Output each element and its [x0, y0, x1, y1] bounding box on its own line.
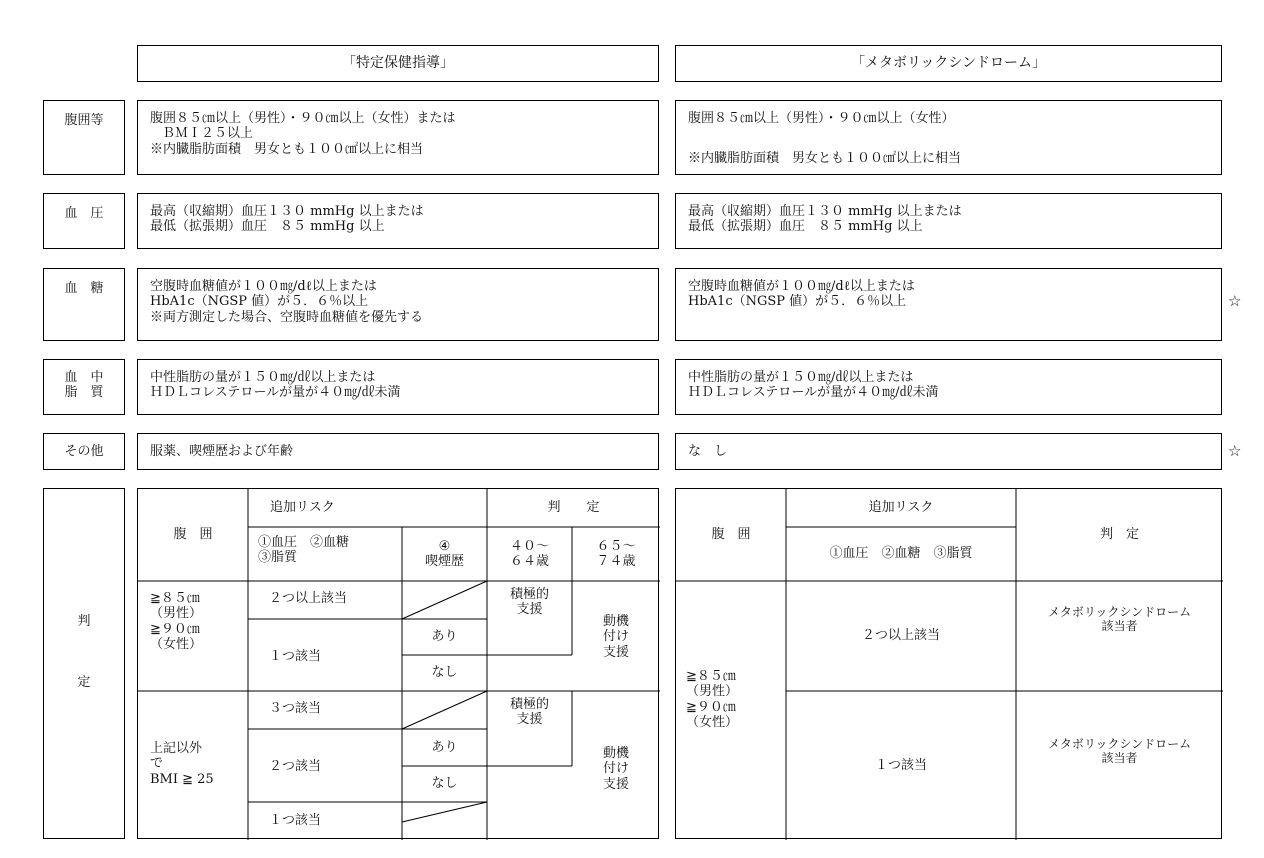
risk-header: 追加リスク [270, 500, 335, 516]
sugar-criteria-right [675, 268, 1222, 341]
judge-header: 判 定 [547, 500, 600, 516]
sugar-criteria-left [137, 268, 659, 341]
criteria-line: ※内臓脂肪面積 男女とも１００㎠以上に相当 [688, 151, 962, 167]
risk-two: ２つ該当 [269, 759, 322, 774]
label-blood-lipid [43, 359, 125, 415]
risk-sub-header: ①血圧 ②血糖 ③脂質 [258, 535, 350, 566]
label-waist-text: 腹囲等 [64, 113, 104, 128]
smoking-header: ④ 喫煙歴 [424, 538, 464, 569]
label-other [43, 433, 125, 470]
waist-header: 腹 囲 [711, 527, 751, 543]
criteria-line: ※両方測定した場合、空腹時血糖値を優先する [150, 309, 424, 325]
other-condition: 上記以外 で BMI ≧ 25 [150, 741, 214, 787]
criteria-line: 空腹時血糖値が１００㎎/dℓ以上または [688, 279, 915, 294]
criteria-line [688, 126, 1209, 141]
metabolic-result: メタボリックシンドローム 該当者 [1047, 736, 1192, 765]
criteria-line: 腹囲８５㎝以上（男性）・９０㎝以上（女性）または [150, 111, 456, 126]
smoking-yes: あり [431, 739, 458, 755]
lipid-criteria-right [675, 359, 1222, 415]
label-waist [43, 100, 125, 175]
waist-condition: ≧８５㎝ （男性） ≧９０㎝ （女性） [150, 591, 203, 652]
metabolic-judgment-table [675, 488, 1222, 839]
label-bp-text: 血 圧 [64, 206, 104, 221]
criteria-line: 腹囲８５㎝以上（男性）・９０㎝以上（女性） [688, 111, 955, 126]
judge-header: 判 定 [1099, 527, 1139, 543]
bp-criteria-left [137, 193, 659, 249]
tokutei-judgment-table [137, 488, 659, 839]
criteria-line: 最高（収縮期）血圧１３０ mmHg 以上または [150, 204, 424, 219]
risk-two-or-more: ２つ以上該当 [269, 591, 348, 606]
risk-one-b: １つ該当 [269, 813, 322, 828]
criteria-line: 服薬、喫煙歴および年齢 [150, 444, 294, 459]
waist-criteria-right [675, 100, 1222, 175]
motivational-support: 動機 付け 支援 [602, 746, 629, 792]
criteria-line: HbA1c（NGSP 値）が５．６％以上 [688, 294, 907, 310]
criteria-line: 中性脂肪の量が１５０㎎/㎗以上または [150, 370, 376, 385]
label-blood-pressure [43, 193, 125, 249]
metabolic-result: メタボリックシンドローム 該当者 [1047, 604, 1192, 633]
active-support: 積極的 支援 [509, 587, 549, 618]
criteria-line: ＨＤＬコレステロールが量が４０㎎/㎗未満 [688, 385, 939, 401]
criteria-line: 最高（収縮期）血圧１３０ mmHg 以上または [688, 204, 962, 219]
age-65-74-header: ６５～ ７４歳 [596, 538, 636, 569]
other-criteria-left [137, 433, 659, 470]
label-judgment [43, 488, 125, 839]
header-left-text: 「特定保健指導」 [342, 55, 454, 72]
risk-three: ３つ該当 [269, 701, 322, 716]
risk-two-or-more: ２つ以上該当 [861, 628, 940, 644]
header-right-text: 「メタボリックシンドローム」 [850, 55, 1047, 72]
criteria-line: 空腹時血糖値が１００㎎/dℓ以上または [150, 279, 377, 294]
criteria-line: 中性脂肪の量が１５０㎎/㎗以上または [688, 370, 914, 385]
star-mark: ☆ [1228, 292, 1242, 310]
header-metabolic [675, 45, 1222, 82]
smoking-yes: あり [431, 629, 458, 645]
waist-condition: ≧８５㎝ （男性） ≧９０㎝ （女性） [686, 669, 739, 730]
lipid-criteria-left [137, 359, 659, 415]
label-other-text: その他 [64, 444, 104, 459]
smoking-no: なし [431, 776, 458, 792]
waist-criteria-left [137, 100, 659, 175]
bp-criteria-right [675, 193, 1222, 249]
smoking-no: なし [431, 665, 458, 681]
header-tokutei-hoken [137, 45, 659, 82]
waist-header: 腹 囲 [173, 527, 213, 543]
star-mark: ☆ [1228, 442, 1242, 460]
criteria-line: ＢＭＩ２５以上 [162, 126, 254, 142]
label-lipid-text: 血 中 脂 質 [64, 370, 104, 401]
motivational-support: 動機 付け 支援 [602, 614, 629, 660]
active-support: 積極的 支援 [509, 697, 549, 728]
risk-one: １つ該当 [269, 649, 322, 664]
criteria-line: 最低（拡張期）血圧 ８５ mmHg 以上 [150, 219, 385, 235]
criteria-line: HbA1c（NGSP 値）が５．６％以上 [150, 294, 369, 310]
label-sugar-text: 血 糖 [64, 281, 104, 296]
label-blood-sugar [43, 268, 125, 341]
criteria-line: ＨＤＬコレステロールが量が４０㎎/㎗未満 [150, 385, 401, 401]
risk-sub-header: ①血圧 ②血糖 ③脂質 [829, 546, 973, 562]
criteria-line: な し [688, 444, 728, 459]
other-criteria-right [675, 433, 1222, 470]
criteria-line: ※内臓脂肪面積 男女とも１００㎠以上に相当 [150, 141, 424, 157]
risk-one: １つ該当 [874, 757, 927, 773]
age-40-64-header: ４０～ ６４歳 [509, 538, 549, 569]
criteria-line: 最低（拡張期）血圧 ８５ mmHg 以上 [688, 219, 923, 235]
risk-header: 追加リスク [868, 500, 934, 516]
label-judgment-text: 判 定 [77, 613, 91, 690]
